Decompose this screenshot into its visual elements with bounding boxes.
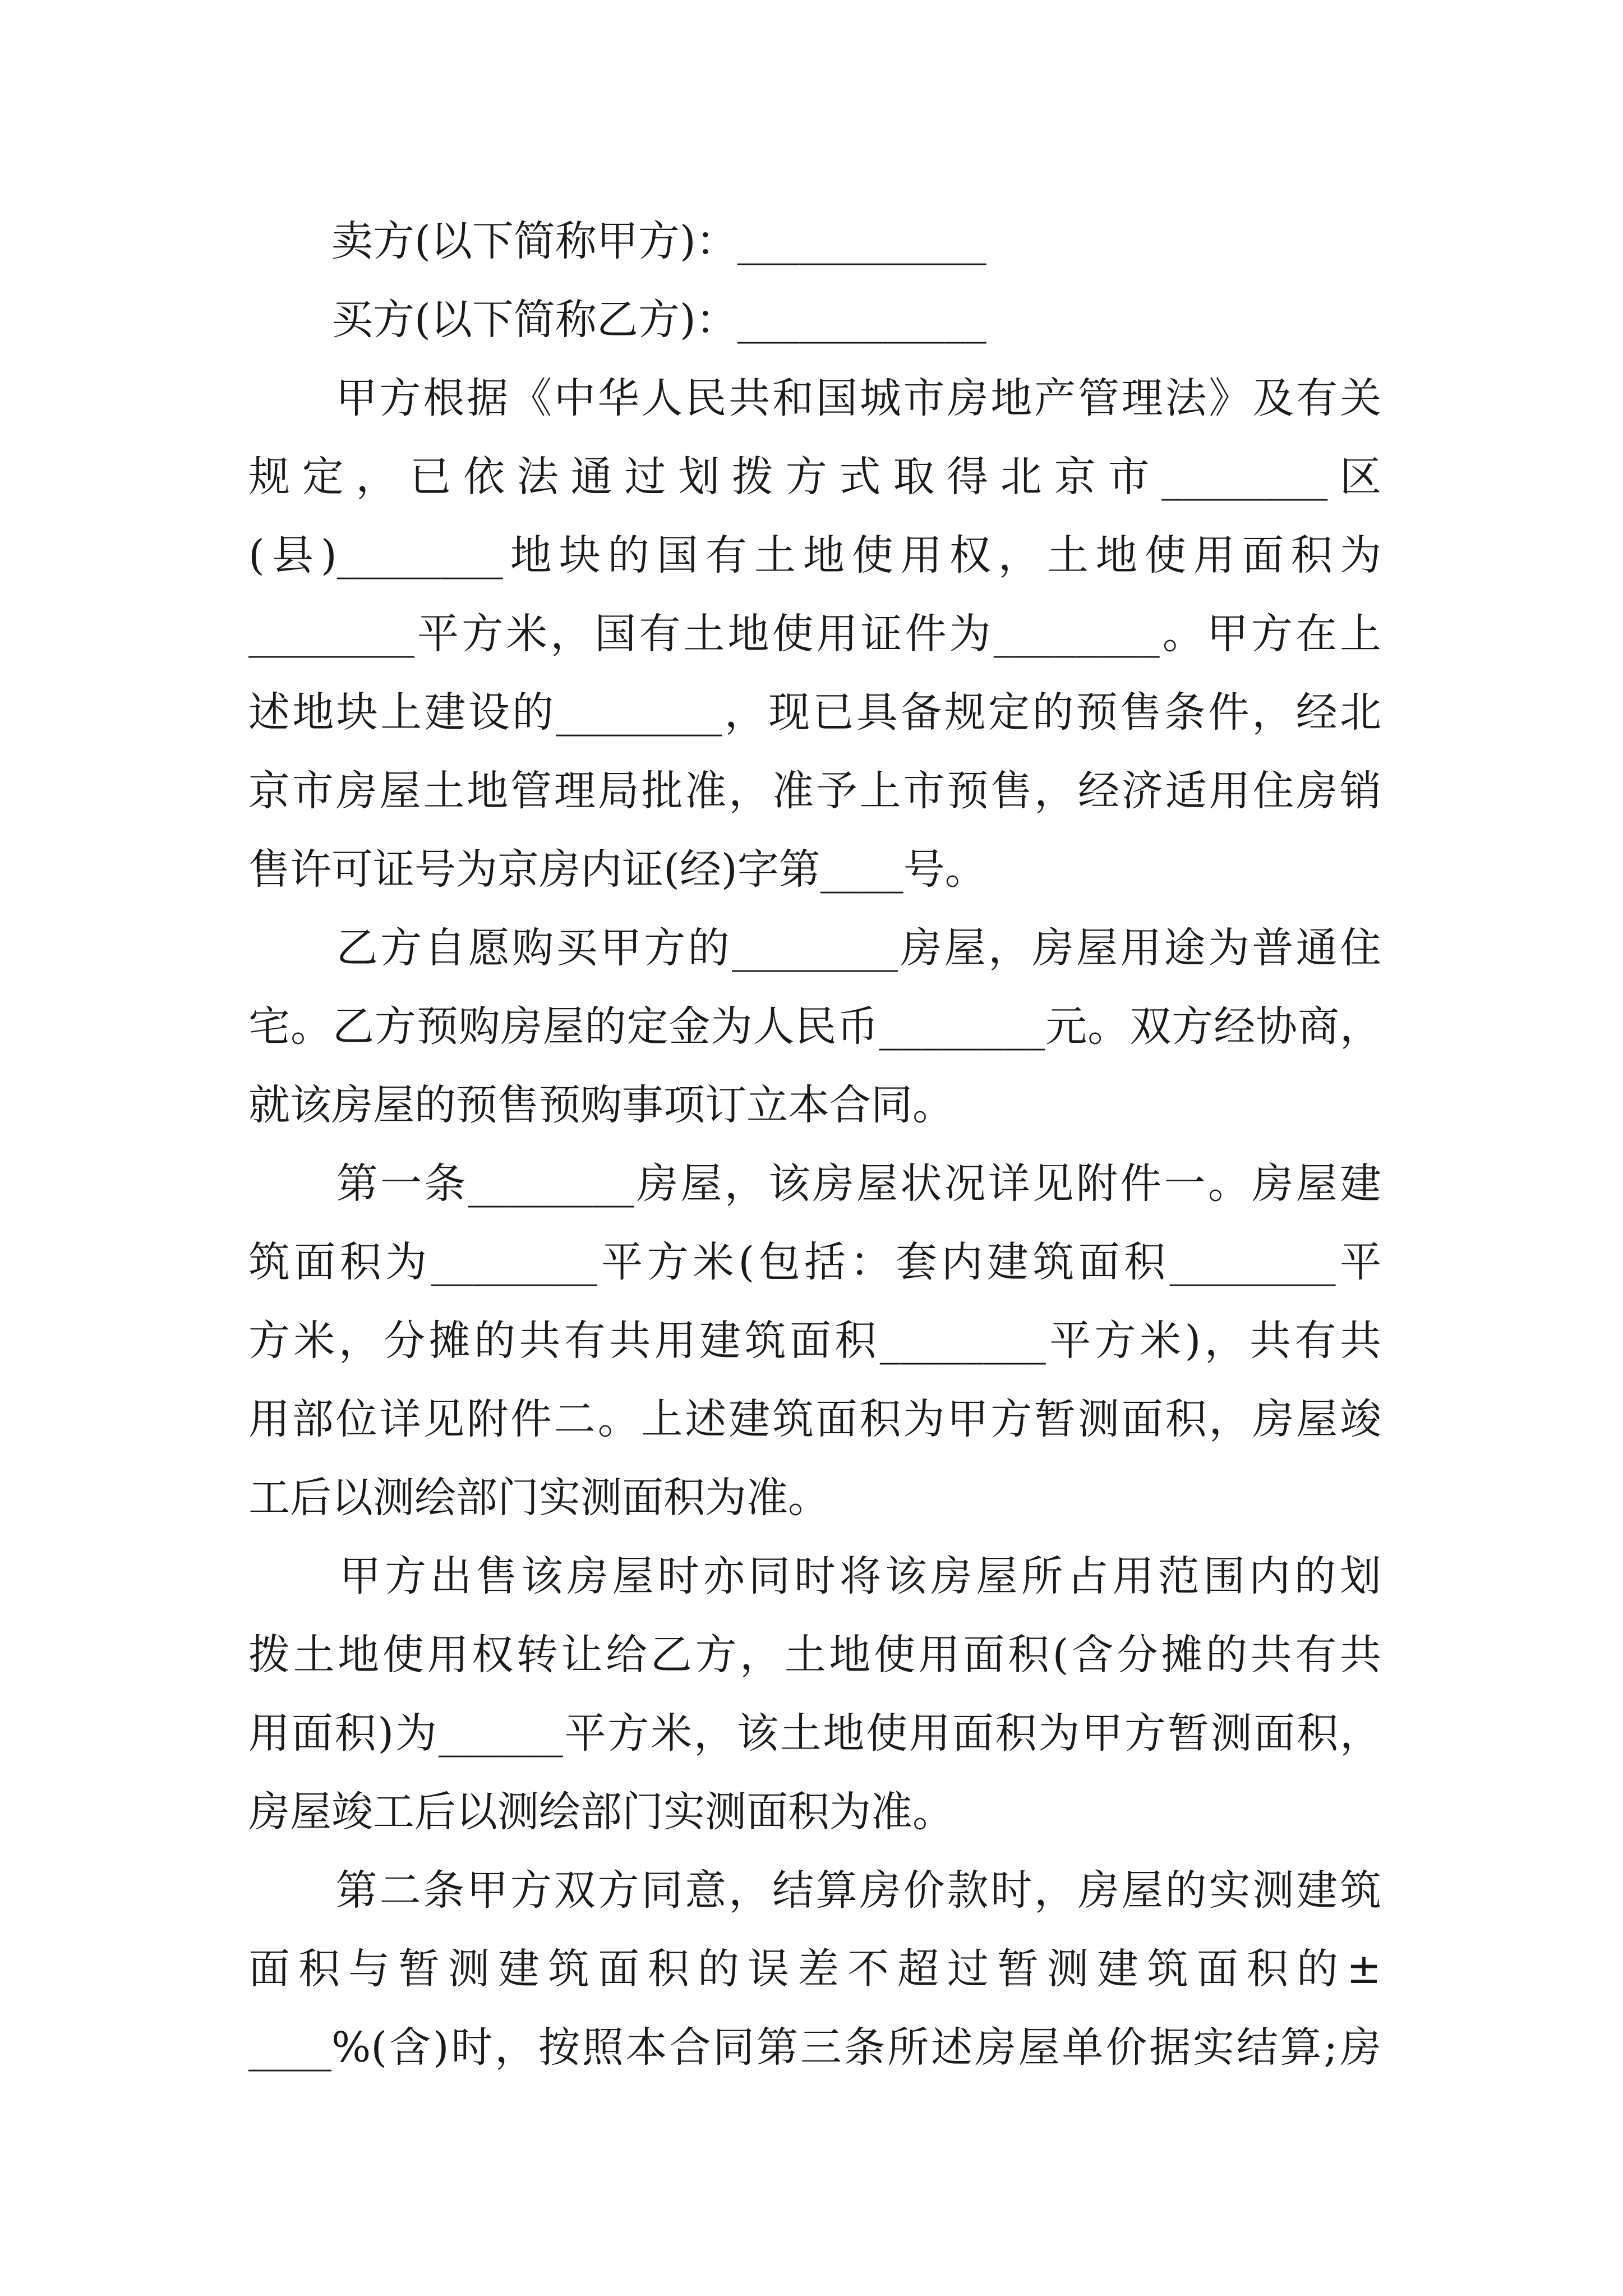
text-line: ________平方米，国有土地使用证件为________。甲方在上 [248,610,1381,658]
text-line: 就该房屋的预售预购事项订立本合同。 [248,1081,954,1129]
text-line: 甲方根据《中华人民共和国城市房地产管理法》及有关 [248,374,1381,422]
text-line: 甲方出售该房屋时亦同时将该房屋所占用范围内的划 [248,1552,1381,1600]
text-line: 宅。乙方预购房屋的定金为人民币________元。双方经协商， [248,1002,1381,1051]
text-line: 工后以测绘部门实测面积为准。 [248,1474,829,1522]
text-line: 筑面积为________平方米(包括：套内建筑面积________平 [248,1238,1381,1286]
text-line-buyer: 买方(以下简称乙方)：____________ [248,296,986,344]
text-line: 第一条________房屋，该房屋状况详见附件一。房屋建 [248,1159,1381,1208]
text-line: 房屋竣工后以测绘部门实测面积为准。 [248,1788,954,1836]
text-line: 售许可证号为京房内证(经)字第____号。 [248,845,986,894]
text-line: 用面积)为______平方米，该土地使用面积为甲方暂测面积， [248,1709,1381,1757]
text-line: 方米，分摊的共有共用建筑面积________平方米)，共有共 [248,1317,1381,1365]
text-line: ____%(含)时，按照本合同第三条所述房屋单价据实结算;房 [248,2023,1381,2072]
text-line: 拨土地使用权转让给乙方，土地使用面积(含分摊的共有共 [248,1631,1381,1679]
text-line: 用部位详见附件二。上述建筑面积为甲方暂测面积，房屋竣 [248,1395,1381,1443]
text-line: 乙方自愿购买甲方的________房屋，房屋用途为普通住 [248,924,1381,972]
text-line: 述地块上建设的________，现已具备规定的预售条件，经北 [248,688,1381,737]
text-line: 面积与暂测建筑面积的误差不超过暂测建筑面积的± [248,1945,1381,1993]
text-line-seller: 卖方(以下简称甲方)：____________ [248,217,986,265]
text-line: 规定，已依法通过划拨方式取得北京市________区 [248,453,1381,501]
text-line: 第二条甲方双方同意，结算房价款时，房屋的实测建筑 [248,1866,1381,1915]
text-line: 京市房屋土地管理局批准，准予上市预售，经济适用住房销 [248,767,1381,815]
text-line: (县)________地块的国有土地使用权，土地使用面积为 [248,531,1381,579]
